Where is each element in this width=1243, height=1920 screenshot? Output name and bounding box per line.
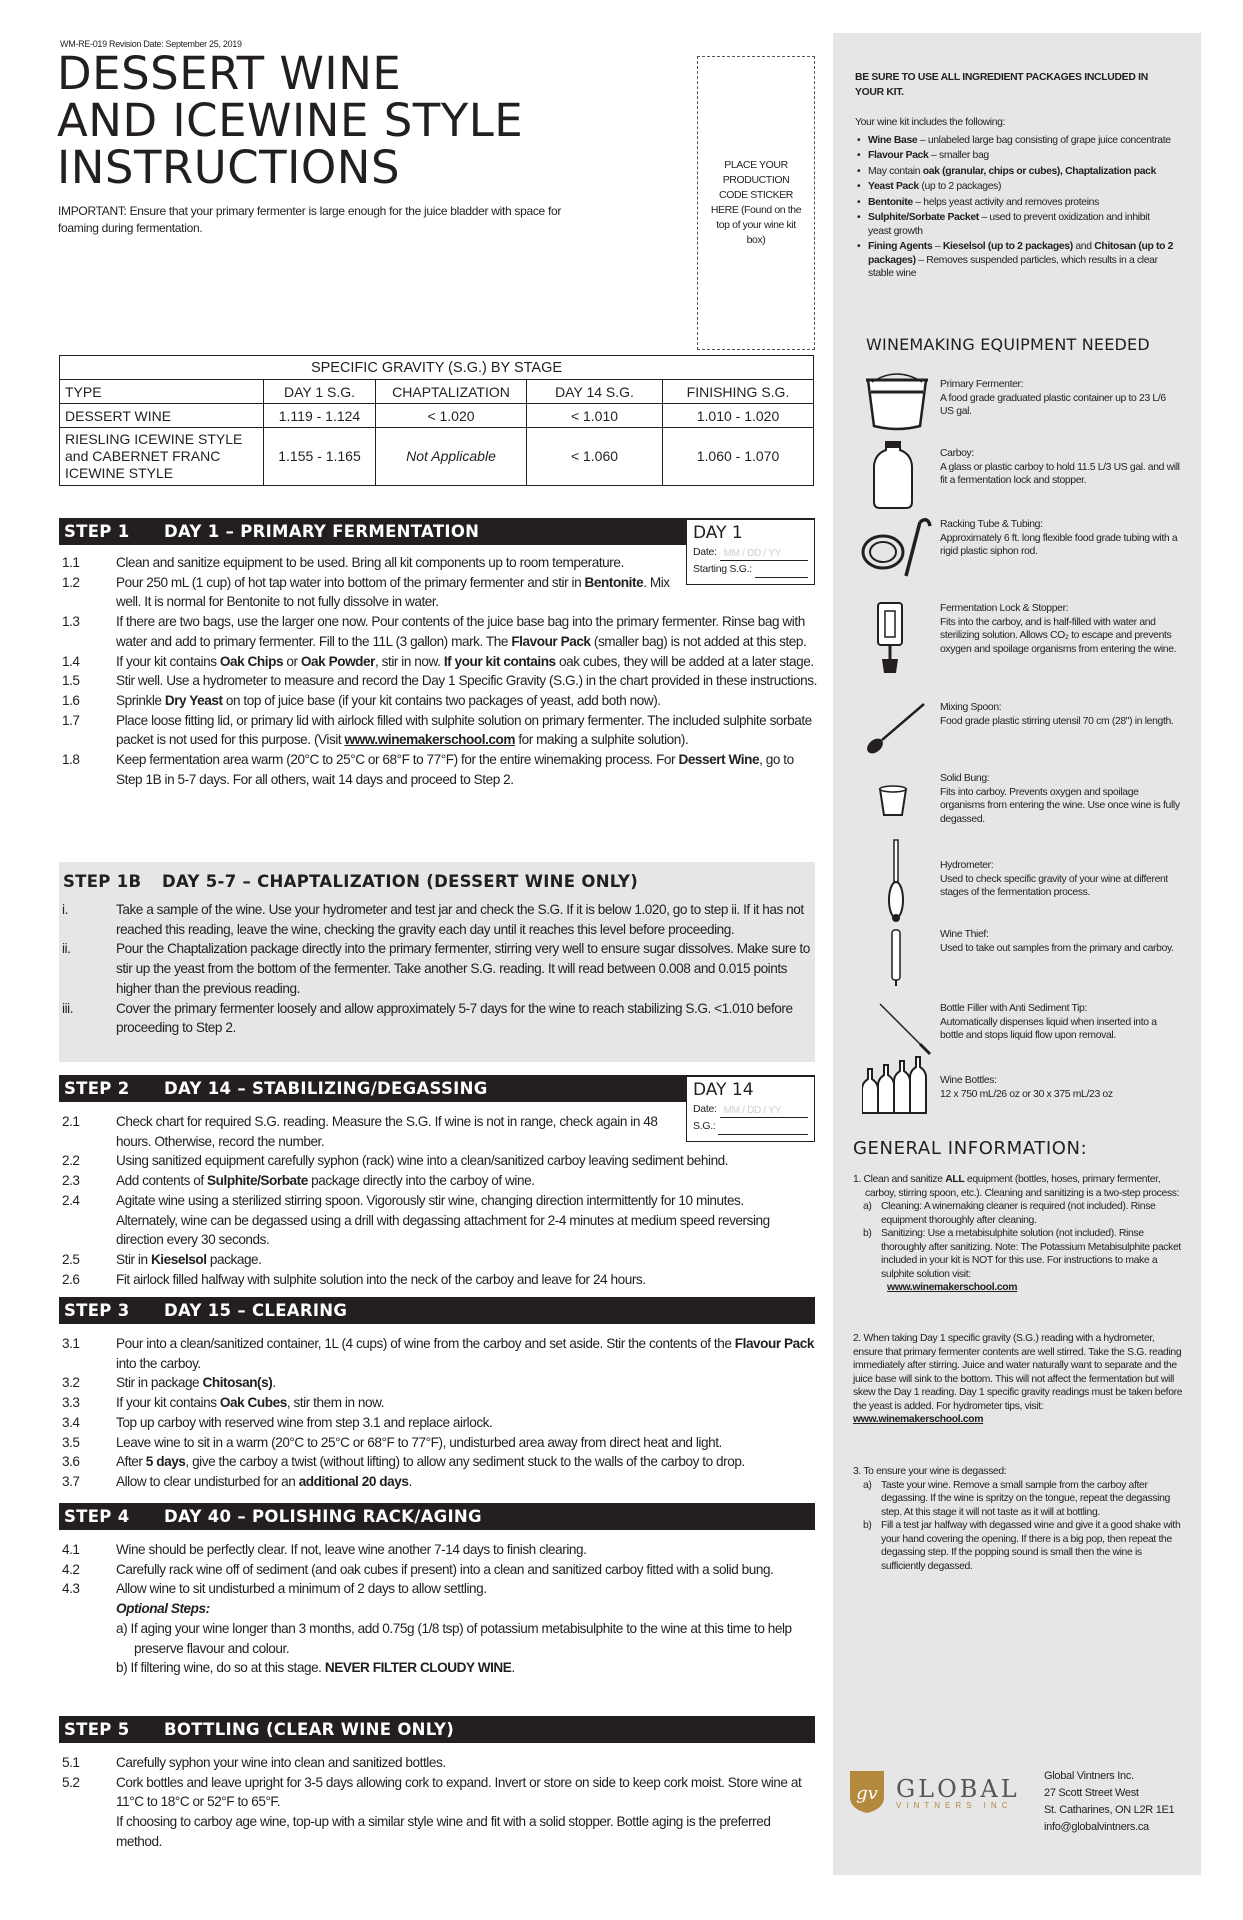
hydrometer-icon <box>886 838 906 928</box>
list-item: 2.6 Fit airlock filled halfway with sulphite solution into the neck of the carboy and leave for 24 hours. <box>62 1271 646 1287</box>
equipment-item: Fermentation Lock & Stopper: Fits into the carboy, and is half-filled with water and sterilizing solution. Allows CO₂ to escape and prevents oxygen and spoilage organisms from entering the wine. <box>940 603 1177 655</box>
global-vintners-logo: gv GLOBAL VINTNERS INC <box>846 1764 1026 1820</box>
table-row <box>60 428 814 486</box>
general-info-item-3: 3. To ensure your wine is degassed: a) Taste your wine. Remove a small sample from the carboy after degassing. If the wine is spritzy on the tongue, repeat the degassing step. At this stage it will not taste as it will at bottling. b) Fill a test jar halfway with degassed wine and give it a good shake with your hand covering the opening. If there is a big pop, then repeat the degassing step. If the popping sound is small then the wine is sufficiently degassed. <box>853 1466 1181 1572</box>
step-1-list <box>62 553 817 789</box>
list-item: i. Take a sample of the wine. Use your hydrometer and test jar and check the S.G. If it is below 1.020, go to step ii. If it has not reached this reading, leave the wine, checking the gravity each day until it reaches this level before proceeding. <box>62 902 804 937</box>
equipment-item: Solid Bung: Fits into carboy. Prevents oxygen and spoilage organisms from entering the wine. Use once wine is fully degassed. <box>940 773 1180 825</box>
important-note: IMPORTANT: Ensure that your primary fermenter is large enough for the juice bladder with space for foaming during fermentation. <box>58 204 562 235</box>
bottles-icon <box>862 1055 930 1117</box>
table-header: CHAPTALIZATION <box>376 380 527 404</box>
day-box-title: DAY 14 <box>693 1080 754 1100</box>
table-header-row <box>60 380 814 404</box>
date-field[interactable]: MM / DD / YY <box>720 548 808 561</box>
table-cell: RIESLING ICEWINE STYLE and CABERNET FRANC ICEWINE STYLE <box>60 428 264 486</box>
list-item: 4.2 Carefully rack wine off of sediment (and oak cubes if present) into a clean and sanitized carboy fitted with a solid bung. <box>62 1561 774 1577</box>
list-item: 4.3 Allow wine to sit undisturbed a minimum of 2 days to allow settling. <box>62 1581 487 1597</box>
list-item: • Sulphite/Sorbate Packet – used to prevent oxidization and inhibit yeast growth <box>857 212 1150 237</box>
day-box-title: DAY 1 <box>693 523 743 543</box>
general-info-heading: GENERAL INFORMATION: <box>853 1138 1088 1159</box>
table-cell: 1.155 - 1.165 <box>264 428 376 486</box>
production-code-sticker-area: PLACE YOUR PRODUCTION CODE STICKER HERE (Found on the top of your wine kit box) <box>697 56 815 350</box>
general-info-item-1: 1. Clean and sanitize ALL equipment (bottles, hoses, primary fermenter, carboy, stirring spoon, etc.). Cleaning and sanitizing is a two-step process: a) Cleaning: A winemaking cleaner is required (not included). Rinse equipment thoroughly after cleaning. b) Sanitizing: Use a metabisulphite solution (not included). Rinse thoroughly after sanitizing. Note: The Potassium Metabisulphite packet included in your kit is NOT for this use. For instructions to make a sulphite solution visit: www.winemakerschool.com <box>853 1174 1181 1293</box>
list-item: 2.3 Add contents of Sulphite/Sorbate package directly into the carboy of wine. <box>62 1173 535 1189</box>
list-item: 3.2 Stir in package Chitosan(s). <box>62 1375 276 1391</box>
step-1b-header: STEP 1B DAY 5-7 – CHAPTALIZATION (DESSERT WINE ONLY) <box>63 872 639 891</box>
company-address: Global Vintners Inc. 27 Scott Street West St. Catharines, ON L2R 1E1 info@globalvintners.ca <box>1044 1768 1174 1836</box>
table-cell: 1.119 - 1.124 <box>264 404 376 428</box>
list-item: 1.7 Place loose fitting lid, or primary lid with airlock filled with sulphite solution on primary fermenter. The included sulphite sorbate packet is not used for this purpose. (Visit www.winemakerschool.com for making a sulphite solution). <box>62 712 812 748</box>
table-row <box>60 404 814 428</box>
step-1b-list <box>62 900 814 1038</box>
step-2-list <box>62 1112 817 1289</box>
logo-mark-icon <box>846 1769 888 1815</box>
list-item: iii. Cover the primary fermenter loosely and allow approximately 5-7 days for the wine to reach stabilizing S.G. <1.010 before proceeding to Step 2. <box>62 1000 793 1036</box>
general-info-item-2: 2. When taking Day 1 specific gravity (S.G.) reading with a hydrometer, ensure that primary fermenter contents are well stirred. Take the S.G. reading immediately after stirring. Juice and water naturally want to separate and the juice base will sink to the bottom. This will not affect the fermentation but will skew the Day 1 reading. Day 1 specific gravity readings must be taken before the yeast is added. For hydrometer tips, visit: www.winemakerschool.com <box>853 1333 1183 1425</box>
equipment-item: Primary Fermenter: A food grade graduated plastic container up to 23 L/6 US gal. <box>940 379 1166 417</box>
list-item: • May contain oak (granular, chips or cubes), Chaptalization pack <box>857 165 1157 177</box>
equipment-item: Wine Thief: Used to take out samples from the primary and carboy. <box>940 929 1174 954</box>
step-2-header: STEP 2 DAY 14 – STABILIZING/DEGASSING <box>59 1075 815 1102</box>
list-item: 4.1 Wine should be perfectly clear. If not, leave wine another 7-14 days to finish clearing. <box>62 1542 587 1557</box>
equipment-item: Mixing Spoon: Food grade plastic stirring utensil 70 cm (28") in length. <box>940 702 1174 727</box>
winemakerschool-link[interactable]: www.winemakerschool.com <box>853 1414 984 1425</box>
step-4-header: STEP 4 DAY 40 – POLISHING RACK/AGING <box>59 1503 815 1530</box>
bottle-filler-icon <box>876 1000 936 1056</box>
airlock-icon <box>872 597 912 677</box>
table-cell: DESSERT WINE <box>60 404 264 428</box>
table-cell: Not Applicable <box>376 428 527 486</box>
revision-date: WM-RE-019 Revision Date: September 25, 2019 <box>60 39 242 49</box>
list-item: 1.1 Clean and sanitize equipment to be used. Bring all kit components up to room temperature. <box>62 555 624 570</box>
step-3-header: STEP 3 DAY 15 – CLEARING <box>59 1297 815 1324</box>
list-item: 2.4 Agitate wine using a sterilized stirring spoon. Vigorously stir wine, changing direction intermittently for 10 minutes. Alternately, wine can be degassed using a drill with degassing attachment for 2-4 minutes at medium speed reversing direction every 30 seconds. <box>62 1192 770 1248</box>
table-cell: 1.010 - 1.020 <box>663 404 814 428</box>
equipment-item: Hydrometer: Used to check specific gravity of your wine at different stages of the fermentation process. <box>940 860 1168 898</box>
table-header: TYPE <box>60 380 264 404</box>
list-item: If choosing to carboy age wine, top-up with a similar style wine and fit with a solid stopper. Bottle aging is the preferred method. <box>116 1814 771 1849</box>
wine-thief-icon <box>888 928 904 988</box>
bung-icon <box>878 785 908 819</box>
kit-includes: Your wine kit includes the following: • Wine Base – unlabeled large bag consisting of grape juice concentrate • Flavour Pack – smaller bag • May contain oak (granular, chips or cubes), Chaptalization pack • Yeast Pack (up to 2 packages) • Bentonite – helps yeast activity and removes proteins • Sulphite/Sorbate Packet – used to prevent oxidization and inhibit yeast growth • Fining Agents – Kieselsol (up to 2 packages) and Chitosan (up to 2 packages) – Removes suspended particles, which results in a clear stable wine <box>855 117 1174 279</box>
list-item: 3.3 If your kit contains Oak Cubes, stir them in now. <box>62 1395 385 1411</box>
list-item: 2.1 Check chart for required S.G. reading. Measure the S.G. If wine is not in range, check again in 48 hours. Otherwise, record the number. <box>62 1114 658 1149</box>
table-header: FINISHING S.G. <box>663 380 814 404</box>
list-item: • Yeast Pack (up to 2 packages) <box>857 181 1002 192</box>
list-item: • Wine Base – unlabeled large bag consisting of grape juice concentrate <box>857 134 1171 146</box>
list-item: b) If filtering wine, do so at this stage. NEVER FILTER CLOUDY WINE. <box>116 1660 515 1676</box>
list-item: 5.1 Carefully syphon your wine into clean and sanitized bottles. <box>62 1755 446 1770</box>
table-caption: SPECIFIC GRAVITY (S.G.) BY STAGE <box>60 356 814 380</box>
list-item: 5.2 Cork bottles and leave upright for 3-5 days allowing cork to expand. Invert or store on side to keep cork moist. Store wine at 11°C to 18°C or 52°F to 65°F. <box>62 1774 802 1810</box>
ingredient-notice: BE SURE TO USE ALL INGREDIENT PACKAGES INCLUDED IN YOUR KIT. <box>855 72 1148 98</box>
winemakerschool-link[interactable]: www.winemakerschool.com <box>344 732 515 748</box>
page-title: DESSERT WINE AND ICEWINE STYLE INSTRUCTIONS <box>57 47 524 194</box>
equipment-item: Wine Bottles: 12 x 750 mL/26 oz or 30 x 375 mL/23 oz <box>940 1075 1113 1100</box>
equipment-item: Carboy: A glass or plastic carboy to hold 11.5 L/3 US gal. and will fit a fermentation lock and stopper. <box>940 448 1180 486</box>
table-cell: < 1.060 <box>527 428 663 486</box>
list-item: 1.8 Keep fermentation area warm (20°C to 25°C or 68°F to 77°F) for the entire winemaking process. For Dessert Wine, go to Step 1B in 5-7 days. For all others, wait 14 days and proceed to Step 2. <box>62 752 794 787</box>
step-5-header: STEP 5 BOTTLING (CLEAR WINE ONLY) <box>59 1716 815 1743</box>
carboy-icon <box>871 440 915 510</box>
date-field[interactable]: MM / DD / YY <box>720 1105 808 1118</box>
table-cell: < 1.010 <box>527 404 663 428</box>
table-cell: < 1.020 <box>376 404 527 428</box>
table-header: DAY 14 S.G. <box>527 380 663 404</box>
step-3-list <box>62 1334 817 1492</box>
winemakerschool-link[interactable]: www.winemakerschool.com <box>887 1282 1018 1293</box>
equipment-heading: WINEMAKING EQUIPMENT NEEDED <box>866 335 1150 354</box>
step-5-list <box>62 1753 817 1852</box>
contact-email[interactable]: info@globalvintners.ca <box>1044 1821 1149 1833</box>
list-item: ii. Pour the Chaptalization package directly into the primary fermenter, stirring very well to ensure sugar dissolves. Make sure to stir up the yeast from the bottom of the fermenter. Take another S.G. reading. It will read between 0.008 and 0.015 points higher than the previous reading. <box>62 941 810 996</box>
list-item: 3.5 Leave wine to sit in a warm (20°C to 25°C or 68°F to 77°F), undisturbed area away from direct heat and light. <box>62 1434 722 1450</box>
list-item: 2.2 Using sanitized equipment carefully syphon (rack) wine into a clean/sanitized carboy leaving sediment behind. <box>62 1153 729 1169</box>
list-item: 1.2 Pour 250 mL (1 cup) of hot tap water into bottom of the primary fermenter and stir in Bentonite. Mix well. It is normal for Bentonite to not fully dissolve in water. <box>62 574 670 610</box>
tubing-icon <box>858 512 938 582</box>
step-4-list <box>62 1540 817 1678</box>
equipment-item: Bottle Filler with Anti Sediment Tip: Automatically dispenses liquid when inserted into a bottle and stops liquid flow upon removal. <box>940 1003 1157 1041</box>
specific-gravity-table <box>59 355 814 486</box>
list-item: 1.6 Sprinkle Dry Yeast on top of juice base (if your kit contains two packages of yeast, add both now). <box>62 692 661 708</box>
list-item: a) If aging your wine longer than 3 months, add 0.75g (1/8 tsp) of potassium metabisulphite to the wine at this time to help preserve flavour and colour. <box>116 1620 792 1656</box>
list-item: • Fining Agents – Kieselsol (up to 2 packages) and Chitosan (up to 2 packages) – Removes suspended particles, which results in a clear stable wine <box>857 241 1174 279</box>
list-item: • Flavour Pack – smaller bag <box>857 150 989 161</box>
day-1-record-box: DAY 1 Date: MM / DD / YY Starting S.G.: <box>686 519 815 585</box>
list-item: 1.4 If your kit contains Oak Chips or Oak Powder, stir in now. If your kit contains oak cubes, they will be added at a later stage. <box>62 653 814 669</box>
svg-text:gv: gv <box>856 1783 878 1804</box>
list-item: 2.5 Stir in Kieselsol package. <box>62 1251 262 1267</box>
day-14-record-box: DAY 14 Date: MM / DD / YY S.G.: <box>686 1076 815 1142</box>
list-item: 1.3 If there are two bags, use the larger one now. Pour contents of the juice base bag into the primary fermenter. Rinse bag with water and add to primary fermenter. Fill to the 11L (3 gallon) mark. The Flavour Pack (smaller bag) is not added at this step. <box>62 614 807 649</box>
table-cell: 1.060 - 1.070 <box>663 428 814 486</box>
list-item: 3.1 Pour into a clean/sanitized container, 1L (4 cups) of wine from the carboy and set aside. Stir the contents of the Flavour Pack into the carboy. <box>62 1336 814 1371</box>
equipment-item: Racking Tube & Tubing: Approximately 6 ft. long flexible food grade tubing with a rigid plastic siphon rod. <box>940 519 1178 557</box>
step-1-header: STEP 1 DAY 1 – PRIMARY FERMENTATION <box>59 518 815 545</box>
list-item: 3.7 Allow to clear undisturbed for an additional 20 days. <box>62 1473 412 1489</box>
list-item: 3.4 Top up carboy with reserved wine from step 3.1 and replace airlock. <box>62 1414 493 1430</box>
list-item: 3.6 After 5 days, give the carboy a twist (without lifting) to allow any sediment stuck to the walls of the carboy to drop. <box>62 1454 745 1470</box>
list-item: • Bentonite – helps yeast activity and removes proteins <box>857 196 1099 208</box>
bucket-icon <box>862 372 932 432</box>
optional-steps: Optional Steps: <box>116 1601 210 1617</box>
spoon-icon <box>860 700 930 755</box>
list-item: 1.5 Stir well. Use a hydrometer to measure and record the Day 1 Specific Gravity (S.G.) in the chart provided in these instructions. <box>62 673 817 689</box>
table-header: DAY 1 S.G. <box>264 380 376 404</box>
